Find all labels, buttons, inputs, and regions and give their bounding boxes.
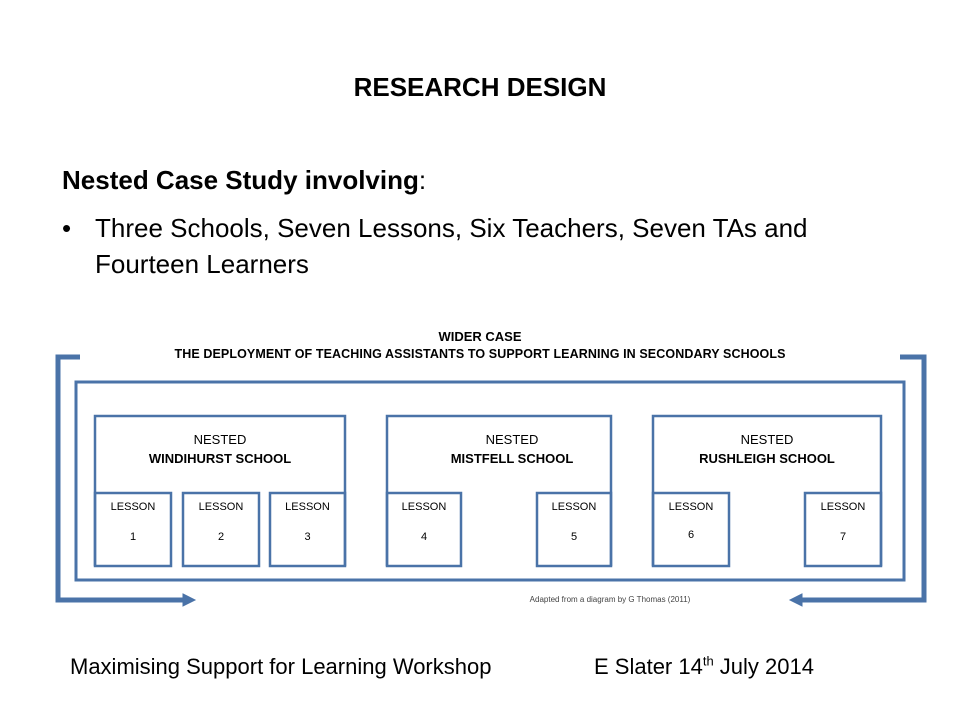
lesson-number: 2	[217, 531, 225, 543]
school-rushleigh	[653, 430, 881, 468]
lesson-word: LESSON	[401, 501, 447, 513]
footer-workshop: Maximising Support for Learning Workshop	[70, 654, 492, 679]
footer-date: July 2014	[713, 654, 814, 679]
diagram-credit: Adapted from a diagram by G Thomas (2011)	[529, 595, 691, 604]
arrow-head-left	[183, 594, 195, 606]
bullet-dot: •	[62, 213, 72, 243]
lesson-word: LESSON	[551, 501, 597, 513]
school-windihurst	[95, 430, 345, 468]
lesson-word: LESSON	[110, 501, 156, 513]
heading-colon: :	[418, 165, 427, 195]
lesson-6	[653, 499, 729, 543]
lesson-1	[95, 499, 171, 545]
footer-ordinal: th	[702, 653, 714, 669]
slide-title: RESEARCH DESIGN	[353, 72, 607, 102]
school-name: RUSHLEIGH SCHOOL	[699, 451, 835, 466]
heading-bold: Nested Case Study involving	[62, 165, 419, 195]
wider-case-title: WIDER CASE	[438, 329, 522, 344]
arrow-head-right	[790, 594, 802, 606]
lesson-5	[537, 499, 611, 545]
lesson-word: LESSON	[198, 501, 244, 513]
lesson-word: LESSON	[668, 501, 714, 513]
nested-label: NESTED	[193, 432, 247, 447]
lesson-number: 3	[304, 531, 311, 543]
lesson-4	[387, 499, 461, 545]
nested-label: NESTED	[740, 432, 794, 447]
school-name: WINDIHURST SCHOOL	[148, 451, 292, 466]
lesson-word: LESSON	[820, 501, 866, 513]
school-name: MISTFELL SCHOOL	[450, 451, 574, 466]
lesson-number: 5	[570, 531, 578, 543]
inner-frame	[76, 382, 904, 580]
lesson-number: 6	[687, 529, 695, 541]
nested-label: NESTED	[485, 432, 539, 447]
bullet-text: Three Schools, Seven Lessons, Six Teachers, Seven TAs and Fourteen Learners	[95, 213, 808, 279]
lesson-3	[270, 499, 345, 545]
footer-author-date	[594, 654, 814, 680]
school-mistfell	[387, 430, 637, 468]
lesson-word: LESSON	[285, 501, 330, 513]
footer-author: E Slater 14	[594, 654, 703, 679]
wider-case-subtitle: THE DEPLOYMENT OF TEACHING ASSISTANTS TO SUPPORT LEARNING IN SECONDARY SCHOOLS	[174, 347, 786, 361]
lesson-number: 7	[839, 531, 847, 543]
lesson-7	[805, 499, 881, 545]
lesson-number: 1	[129, 531, 137, 543]
lesson-2	[183, 499, 259, 545]
lesson-number: 4	[420, 531, 428, 543]
